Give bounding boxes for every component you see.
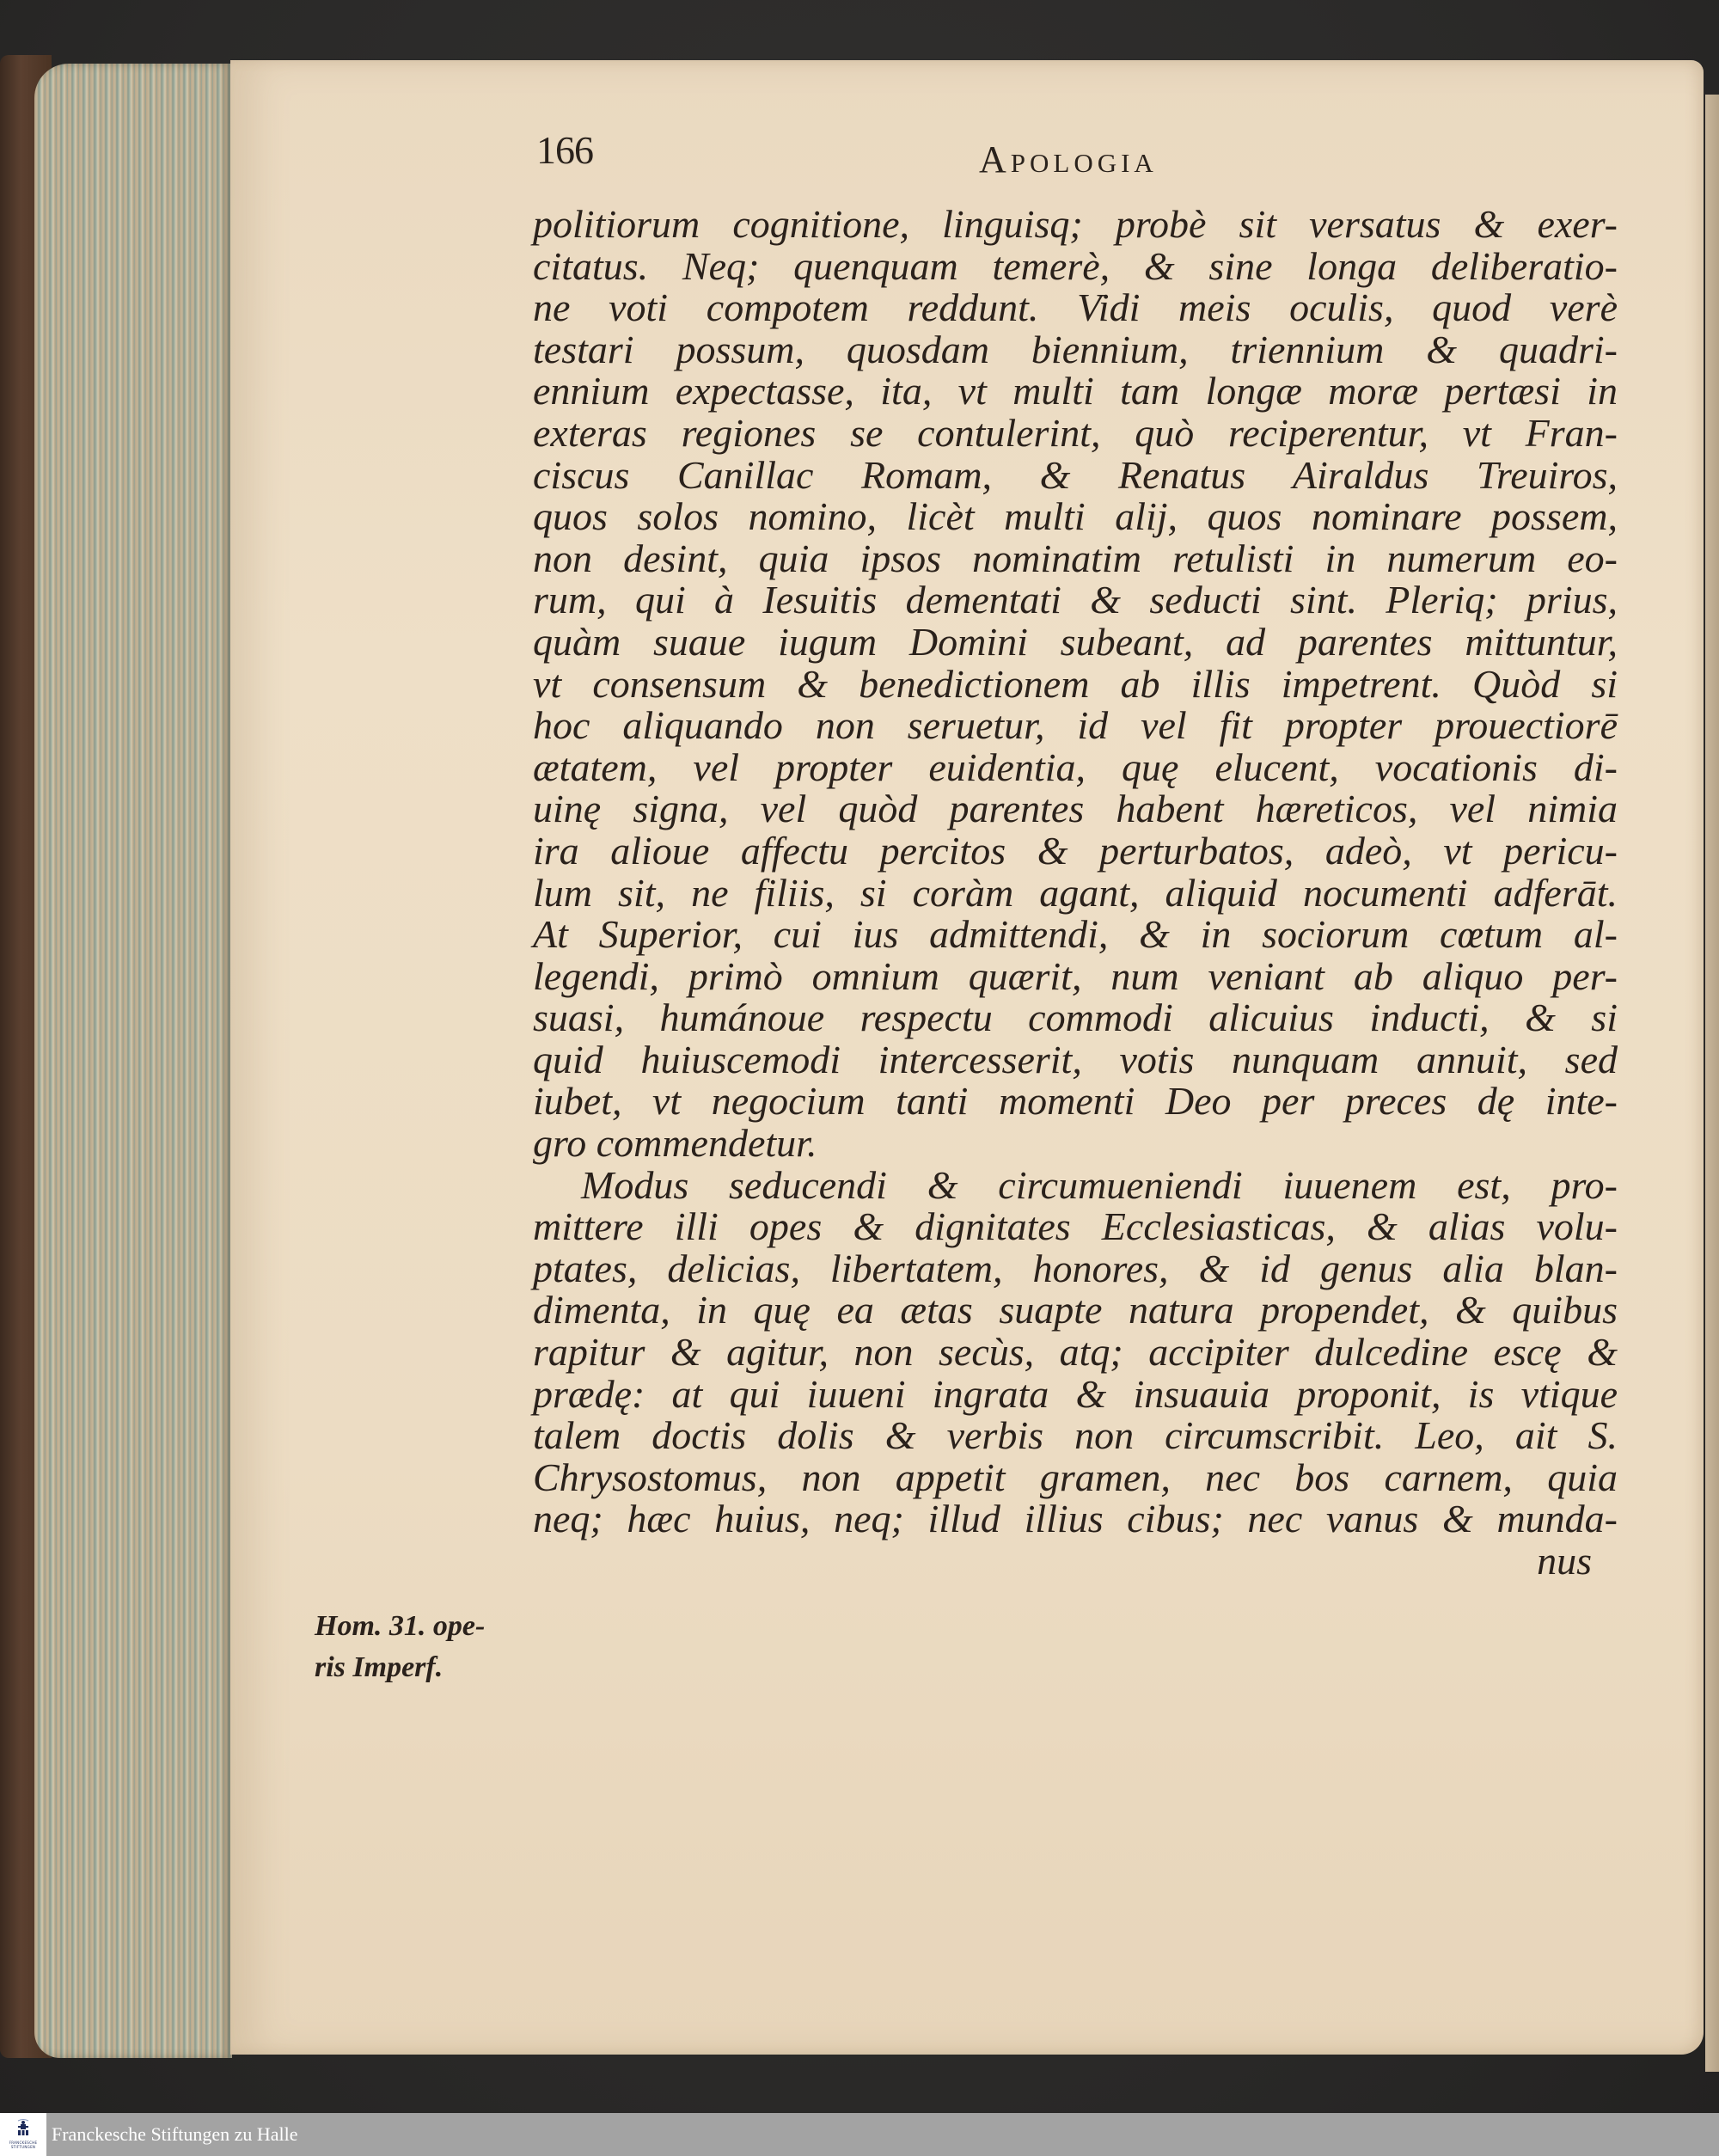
text-line: ira alioue affectu percitos & perturbatos, adeò, vt pericu- bbox=[533, 828, 1618, 873]
text-line: At Superior, cui ius admittendi, & in sociorum cœtum al- bbox=[533, 912, 1618, 957]
body-text bbox=[533, 204, 1618, 1583]
text-line: dimenta, in quę ea ætas suapte natura propendet, & quibus bbox=[533, 1288, 1618, 1332]
text-line: ciscus Canillac Romam, & Renatus Airaldus Treuiros, bbox=[533, 452, 1618, 497]
text-line: uinę signa, vel quòd parentes habent hæreticos, vel nimia bbox=[533, 787, 1618, 831]
running-head bbox=[536, 127, 1619, 187]
text-line: lum sit, ne filiis, si coràm agant, aliquid nocumenti adferāt. bbox=[533, 870, 1618, 915]
logo-text: FRANCKESCHE STIFTUNGEN bbox=[9, 2141, 38, 2149]
page-edges-stack bbox=[34, 64, 232, 2058]
text-line: hoc aliquando non seruetur, id vel fit propter prouectiorē bbox=[533, 703, 1618, 748]
paragraph-start-line: Modus seducendi & circumueniendi iuuenem est, pro- bbox=[581, 1162, 1618, 1207]
text-line: politiorum cognitione, linguisq; probè sit versatus & exer- bbox=[533, 202, 1618, 246]
footer-bar bbox=[0, 2113, 1719, 2156]
institution-logo[interactable] bbox=[0, 2113, 46, 2156]
text-line: ætatem, vel propter euidentia, quę elucent, vocationis di- bbox=[533, 744, 1618, 789]
text-line: mittere illi opes & dignitates Ecclesiasticas, & alias volu- bbox=[533, 1204, 1618, 1249]
text-line: neq; hæc huius, neq; illud illius cibus; nec vanus & munda- bbox=[533, 1497, 1618, 1541]
logo-figure-icon bbox=[16, 2118, 30, 2135]
text-line: citatus. Neq; quenquam temerè, & sine longa deliberatio- bbox=[533, 243, 1618, 288]
text-line: rum, qui à Iesuitis dementati & seducti sint. Pleriq; prius, bbox=[533, 578, 1618, 622]
book-cover-right-edge bbox=[1705, 95, 1719, 2072]
text-line: gro commendetur. bbox=[533, 1121, 817, 1166]
text-line: quàm suaue iugum Domini subeant, ad parentes mittuntur, bbox=[533, 619, 1618, 664]
text-line: exteras regiones se contulerint, quò reciperentur, vt Fran- bbox=[533, 410, 1618, 455]
text-line: talem doctis dolis & verbis non circumscribit. Leo, ait S. bbox=[533, 1413, 1618, 1458]
catchword: nus bbox=[1537, 1539, 1592, 1583]
text-line: rapitur & agitur, non secùs, atq; accipiter dulcedine escę & bbox=[533, 1330, 1618, 1375]
text-line: quos solos nomino, licèt multi alij, quos nominare possem, bbox=[533, 494, 1618, 539]
text-line: ne voti compotem reddunt. Vidi meis oculis, quod verè bbox=[533, 285, 1618, 330]
text-line: iubet, vt negocium tanti momenti Deo per preces dę inte- bbox=[533, 1079, 1618, 1124]
text-line: non desint, quia ipsos nominatim retulisti in numerum eo- bbox=[533, 536, 1618, 580]
marginal-note bbox=[315, 1606, 521, 1688]
text-line: legendi, primò omnium quærit, num veniant ab aliquo per- bbox=[533, 953, 1618, 998]
text-line: Chrysostomus, non appetit gramen, nec bos carnem, quia bbox=[533, 1455, 1618, 1499]
text-line: testari possum, quosdam biennium, triennium & quadri- bbox=[533, 327, 1618, 371]
page-number: 166 bbox=[536, 128, 593, 172]
marginal-note-line: Hom. 31. ope- bbox=[315, 1610, 486, 1642]
text-line: ennium expectasse, ita, vt multi tam longæ moræ pertæsi in bbox=[533, 369, 1618, 413]
text-line: suasi, humánoue respectu commodi alicuius inducti, & si bbox=[533, 995, 1618, 1040]
institution-name: Franckesche Stiftungen zu Halle bbox=[52, 2123, 298, 2145]
text-line: vt consensum & benedictionem ab illis impetrent. Quòd si bbox=[533, 661, 1618, 706]
marginal-note-line: ris Imperf. bbox=[315, 1651, 444, 1683]
text-line: quid huiuscemodi intercesserit, votis nunquam annuit, sed bbox=[533, 1037, 1618, 1081]
text-line: prædę: at qui iuueni ingrata & insuauia proponit, is vtique bbox=[533, 1371, 1618, 1416]
running-head-title: Apologia bbox=[979, 138, 1158, 181]
text-line: ptates, delicias, libertatem, honores, & id genus alia blan- bbox=[533, 1246, 1618, 1290]
